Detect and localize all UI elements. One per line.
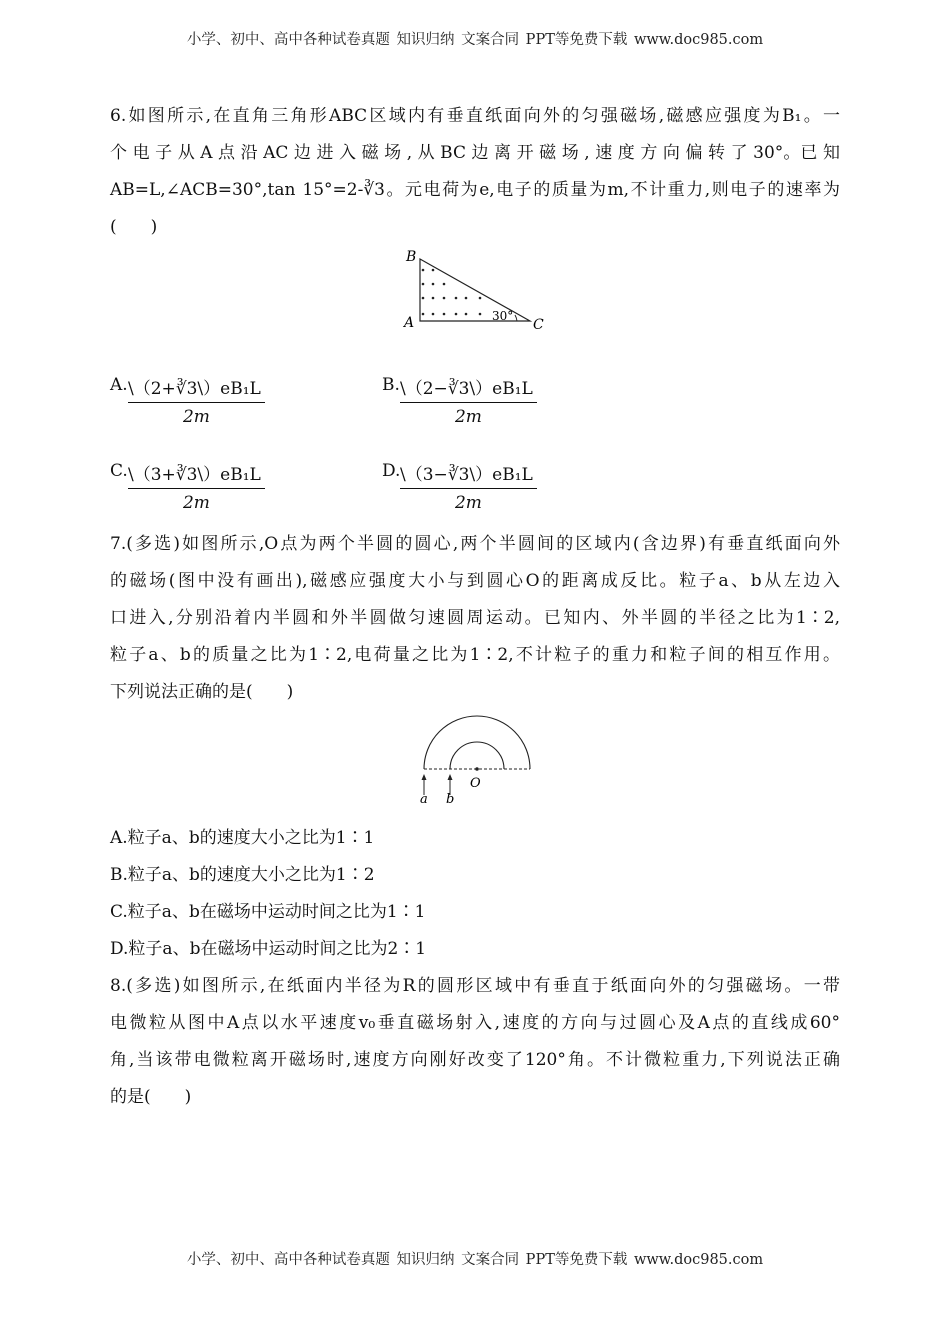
option-fraction bbox=[400, 460, 537, 513]
vertex-label-a: A bbox=[404, 315, 415, 331]
denominator: 2m bbox=[454, 407, 482, 427]
q7-line: 7.(多选)如图所示,O点为两个半圆的圆心,两个半圆间的区域内(含边界)有垂直纸面向外 bbox=[110, 534, 840, 554]
q7-line: 粒子a、b的质量之比为1∶2,电荷量之比为1∶2,不计粒子的重力和粒子间的相互作用。 bbox=[110, 645, 840, 665]
particle-label-b: b bbox=[446, 792, 455, 807]
q6-line: AB=L,∠ACB=30°,tan 15°=2-∛3。元电荷为e,电子的质量为m,不计重力,则电子的速率为 bbox=[110, 180, 840, 200]
denominator: 2m bbox=[454, 493, 482, 513]
q7-line: 口进入,分别沿着内半圆和外半圆做匀速圆周运动。已知内、外半圆的半径之比为1∶2, bbox=[110, 608, 840, 628]
q7-line: 下列说法正确的是( ) bbox=[110, 682, 294, 702]
option-fraction bbox=[400, 374, 537, 427]
q7-line: 的磁场(图中没有画出),磁感应强度大小与到圆心O的距离成反比。粒子a、b从左边入 bbox=[110, 571, 840, 591]
q6-answer-blank: ( ) bbox=[110, 217, 158, 237]
center-label-o: O bbox=[470, 776, 481, 791]
semicircle-figure bbox=[400, 705, 540, 810]
option-label: C. bbox=[110, 461, 128, 481]
option-label: B. bbox=[382, 375, 400, 395]
q6-option-c[interactable] bbox=[110, 460, 128, 482]
q6-option-b[interactable] bbox=[382, 374, 400, 396]
q8-line: 角,当该带电微粒离开磁场时,速度方向刚好改变了120°角。不计微粒重力,下列说法正确 bbox=[110, 1050, 840, 1070]
vertex-label-b: B bbox=[406, 249, 417, 265]
vertex-label-c: C bbox=[533, 317, 544, 333]
q8-line: 电微粒从图中A点以水平速度v₀垂直磁场射入,速度的方向与过圆心及A点的直线成60° bbox=[110, 1013, 840, 1033]
q6-line: 6.如图所示,在直角三角形ABC区域内有垂直纸面向外的匀强磁场,磁感应强度为B₁。一 bbox=[110, 106, 840, 126]
q8-line: 8.(多选)如图所示,在纸面内半径为R的圆形区域中有垂直于纸面向外的匀强磁场。一带 bbox=[110, 976, 840, 996]
page-header: 小学、初中、高中各种试卷真题 知识归纳 文案合同 PPT等免费下载 www.doc985.com bbox=[186, 32, 764, 48]
option-fraction bbox=[128, 374, 265, 427]
q7-option-c[interactable]: C.粒子a、b在磁场中运动时间之比为1∶1 bbox=[110, 902, 426, 922]
option-label: A. bbox=[110, 375, 128, 395]
denominator: 2m bbox=[182, 493, 210, 513]
numerator: \（2−∛3\）eB₁L bbox=[400, 374, 537, 403]
angle-label: 30° bbox=[492, 309, 514, 323]
option-fraction bbox=[128, 460, 265, 513]
q8-line: 的是( ) bbox=[110, 1087, 192, 1107]
q7-option-a[interactable]: A.粒子a、b的速度大小之比为1∶1 bbox=[110, 828, 375, 848]
denominator: 2m bbox=[182, 407, 210, 427]
particle-label-a: a bbox=[420, 792, 428, 807]
q7-option-d[interactable]: D.粒子a、b在磁场中运动时间之比为2∶1 bbox=[110, 939, 427, 959]
q7-option-b[interactable]: B.粒子a、b的速度大小之比为1∶2 bbox=[110, 865, 375, 885]
numerator: \（3+∛3\）eB₁L bbox=[128, 460, 265, 489]
q6-line: 个 电 子 从 A 点 沿 AC 边 进 入 磁 场 , 从 BC 边 离 开 磁 场 , 速 度 方 向 偏 转 了 30°。已 知 bbox=[110, 143, 840, 163]
triangle-figure bbox=[400, 245, 550, 335]
page-footer: 小学、初中、高中各种试卷真题 知识归纳 文案合同 PPT等免费下载 www.doc985.com bbox=[186, 1252, 764, 1268]
numerator: \（3−∛3\）eB₁L bbox=[400, 460, 537, 489]
q6-option-d[interactable] bbox=[382, 460, 400, 482]
numerator: \（2+∛3\）eB₁L bbox=[128, 374, 265, 403]
q6-option-a[interactable] bbox=[110, 374, 128, 396]
option-label: D. bbox=[382, 461, 401, 481]
